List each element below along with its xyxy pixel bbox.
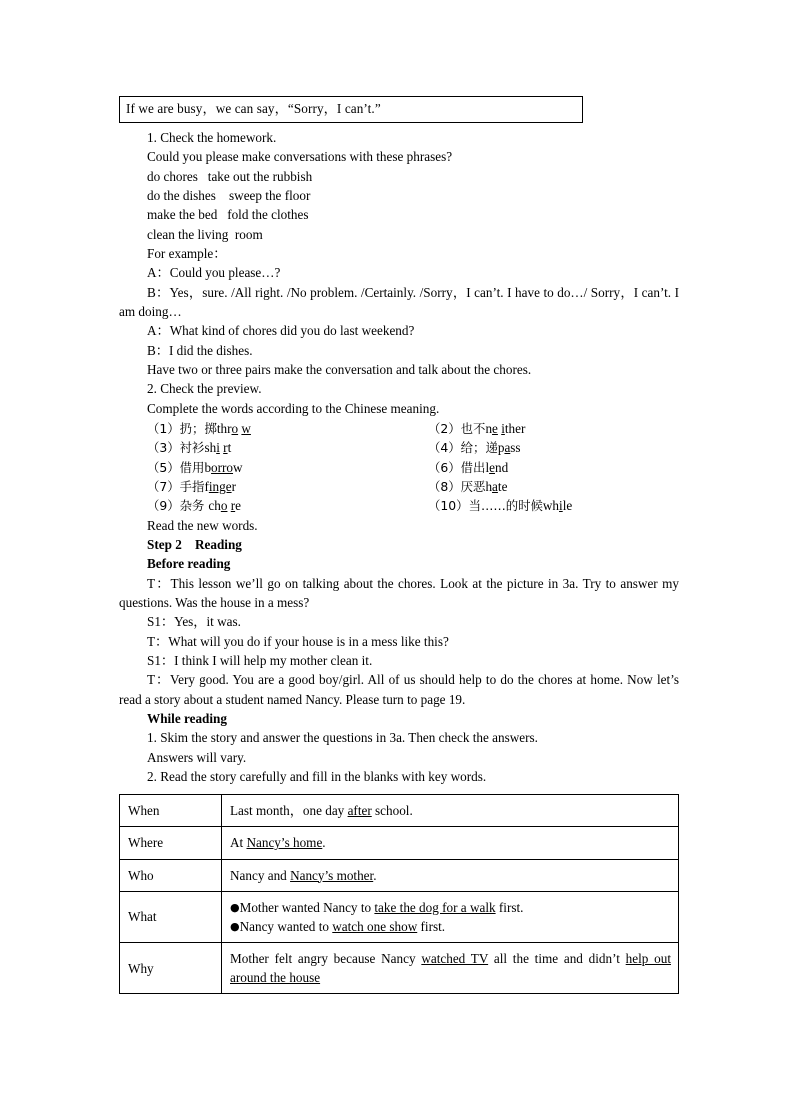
value-suffix: first. bbox=[495, 899, 524, 915]
vocab-prefix: b bbox=[204, 459, 212, 475]
value-blank: watch one show bbox=[332, 918, 418, 934]
table-row bbox=[120, 942, 679, 993]
vocab-blank-2: i bbox=[501, 421, 505, 437]
while-reading-task-1: 1. Skim the story and answer the questions in 3a. Then check the answers. bbox=[147, 730, 538, 746]
value-mid: all the time and didn’t bbox=[488, 950, 626, 966]
student-line-1: S1：Yes，it was. bbox=[147, 614, 241, 630]
step2-block bbox=[119, 516, 679, 787]
vocab-item-6 bbox=[400, 458, 679, 477]
vocab-row bbox=[119, 477, 679, 496]
row-label-when: When bbox=[120, 795, 222, 827]
vocab-blank: o bbox=[220, 498, 228, 514]
vocab-blank: e bbox=[492, 421, 498, 437]
vocab-suffix: t bbox=[227, 440, 232, 456]
vocab-number: （3） bbox=[147, 440, 180, 456]
vocab-blank: e bbox=[489, 459, 495, 475]
vocab-row bbox=[119, 496, 679, 515]
dialogue-line-a1: A：Could you please…? bbox=[147, 265, 281, 281]
vocab-item-4 bbox=[400, 438, 679, 457]
vocab-blank: i bbox=[559, 498, 563, 514]
value-suffix: first. bbox=[417, 918, 446, 934]
vocab-chinese: 扔；掷 bbox=[179, 421, 217, 437]
value-prefix: Mother felt angry because Nancy bbox=[230, 950, 422, 966]
value-blank-2: help out around the house bbox=[230, 950, 671, 986]
phrase-line-4: clean the living room bbox=[147, 226, 263, 242]
vocab-suffix: r bbox=[231, 479, 236, 494]
teacher-line-2: T：What will you do if your house is in a mess like this? bbox=[147, 633, 449, 649]
vocab-prefix: thr bbox=[216, 421, 232, 437]
before-reading-heading: Before reading bbox=[147, 556, 231, 572]
vocab-item-10 bbox=[400, 496, 679, 515]
vocab-item-5 bbox=[119, 458, 400, 477]
value-prefix: Last month，one day bbox=[230, 803, 348, 819]
row-value-where bbox=[222, 827, 679, 859]
document-page bbox=[119, 96, 679, 994]
vocab-chinese: 也不 bbox=[460, 421, 486, 437]
table-row bbox=[120, 795, 679, 827]
intro-line-2: Could you please make conversations with these phrases? bbox=[147, 149, 453, 165]
table-row bbox=[120, 891, 679, 942]
vocab-suffix: w bbox=[233, 459, 243, 475]
while-reading-heading: While reading bbox=[147, 710, 227, 726]
table-row bbox=[120, 827, 679, 859]
vocab-blank-2: r bbox=[230, 498, 236, 514]
step2-heading: Step 2 Reading bbox=[147, 536, 242, 552]
read-new-words-line: Read the new words. bbox=[147, 517, 258, 533]
vocab-chinese: 借出 bbox=[460, 459, 486, 475]
vocab-prefix: p bbox=[497, 440, 505, 456]
student-line-2: S1：I think I will help my mother clean it. bbox=[147, 652, 373, 668]
vocab-chinese: 厌恶 bbox=[460, 479, 486, 494]
dialogue-line-b2: B：I did the dishes. bbox=[147, 342, 253, 358]
vocab-number: （2） bbox=[428, 421, 461, 437]
vocab-chinese: 手指 bbox=[179, 479, 205, 494]
teacher-line-1: T：This lesson we’ll go on talking about the chores. Look at the picture in 3a. Try to answer my questions. Was the house in a mess? bbox=[119, 575, 679, 610]
value-blank: take the dog for a walk bbox=[374, 899, 496, 915]
value-blank: Nancy’s home bbox=[246, 835, 323, 851]
vocab-suffix: le bbox=[562, 498, 573, 514]
vocab-chinese: 当……的时候 bbox=[468, 498, 543, 514]
row-value-what bbox=[222, 891, 679, 942]
vocab-chinese: 衬衫 bbox=[179, 440, 205, 456]
vocab-suffix: ss bbox=[510, 440, 521, 456]
vocab-number: （5） bbox=[147, 459, 180, 475]
value-prefix: Nancy wanted to bbox=[239, 918, 333, 934]
bullet-icon: ● bbox=[230, 900, 240, 914]
preview-line: 2. Check the preview. bbox=[147, 381, 262, 397]
row-label-who: Who bbox=[120, 859, 222, 891]
vocab-blank: i bbox=[216, 440, 220, 456]
vocab-row bbox=[119, 458, 679, 477]
vocab-row bbox=[119, 419, 679, 438]
vocab-row bbox=[119, 438, 679, 457]
row-label-why: Why bbox=[120, 942, 222, 993]
phrase-line-3: make the bed fold the clothes bbox=[147, 207, 309, 223]
row-label-where: Where bbox=[120, 827, 222, 859]
value-suffix: . bbox=[373, 867, 377, 883]
value-blank-1: watched TV bbox=[421, 950, 489, 966]
vocab-item-9 bbox=[119, 496, 400, 515]
value-blank: Nancy’s mother bbox=[290, 867, 374, 883]
vocab-suffix: e bbox=[235, 498, 242, 514]
table-row bbox=[120, 859, 679, 891]
row-value-why bbox=[222, 942, 679, 993]
vocab-suffix: ther bbox=[504, 421, 526, 437]
what-bullet-line-1 bbox=[230, 898, 671, 917]
complete-words-line: Complete the words according to the Chinese meaning. bbox=[147, 400, 440, 416]
what-bullet-line-2 bbox=[230, 917, 671, 936]
answers-will-vary: Answers will vary. bbox=[147, 749, 247, 765]
vocab-suffix: nd bbox=[494, 459, 509, 475]
vocab-chinese: 杂务 bbox=[179, 498, 209, 514]
dialogue-line-a2: A：What kind of chores did you do last weekend? bbox=[147, 323, 415, 339]
vocab-blank: o bbox=[231, 421, 239, 437]
vocab-number: （6） bbox=[428, 459, 461, 475]
vocab-prefix: sh bbox=[204, 440, 217, 456]
vocab-prefix: ch bbox=[208, 498, 221, 514]
vocab-item-8 bbox=[400, 477, 679, 496]
vocab-number: （8） bbox=[428, 479, 461, 494]
vocab-blank: inge bbox=[208, 479, 232, 494]
boxed-note: If we are busy，we can say，“Sorry，I can’t.” bbox=[119, 96, 583, 123]
value-prefix: Mother wanted Nancy to bbox=[239, 899, 375, 915]
pairs-note: Have two or three pairs make the conversation and talk about the chores. bbox=[147, 362, 532, 378]
vocab-prefix: h bbox=[485, 479, 493, 494]
phrase-line-1: do chores take out the rubbish bbox=[147, 168, 313, 184]
vocab-item-1 bbox=[119, 419, 400, 438]
vocab-blank: a bbox=[504, 440, 511, 456]
while-reading-task-2: 2. Read the story carefully and fill in the blanks with key words. bbox=[147, 768, 487, 784]
vocab-blank: orro bbox=[211, 459, 234, 475]
value-prefix: At bbox=[230, 835, 247, 851]
for-example-label: For example： bbox=[147, 246, 227, 262]
row-value-who bbox=[222, 859, 679, 891]
vocab-chinese: 给；递 bbox=[460, 440, 498, 456]
vocab-number: （1） bbox=[147, 421, 180, 437]
teacher-line-3: T：Very good. You are a good boy/girl. All of us should help to do the chores at home. Now let’s read a story about a student named Nancy. Please turn to page 19. bbox=[119, 672, 679, 707]
vocabulary-list bbox=[119, 419, 679, 516]
vocab-number: （7） bbox=[147, 479, 180, 494]
phrase-line-2: do the dishes sweep the floor bbox=[147, 188, 311, 204]
vocab-blank-2: r bbox=[223, 440, 228, 456]
vocab-prefix: f bbox=[204, 479, 209, 494]
vocab-item-7 bbox=[119, 477, 400, 496]
intro-block bbox=[119, 128, 679, 418]
value-blank: after bbox=[347, 803, 372, 819]
vocab-prefix: n bbox=[485, 421, 493, 437]
vocab-item-3 bbox=[119, 438, 400, 457]
bullet-icon: ● bbox=[230, 919, 240, 933]
intro-line-1: 1. Check the homework. bbox=[147, 130, 277, 146]
value-prefix: Nancy and bbox=[230, 867, 291, 883]
vocab-number: （4） bbox=[428, 440, 461, 456]
vocab-blank: a bbox=[492, 479, 498, 494]
value-suffix: school. bbox=[371, 803, 413, 819]
vocab-number: （10） bbox=[428, 498, 469, 514]
vocab-suffix: te bbox=[497, 479, 508, 494]
vocab-blank-2: w bbox=[241, 421, 251, 437]
vocab-number: （9） bbox=[147, 498, 180, 514]
dialogue-line-b1: B：Yes，sure. /All right. /No problem. /Certainly. /Sorry，I can’t. I have to do…/ Sorry，I can’t. I am doing… bbox=[119, 284, 679, 320]
vocab-prefix: l bbox=[485, 459, 490, 475]
vocab-prefix: wh bbox=[542, 498, 560, 514]
vocab-chinese: 借用 bbox=[179, 459, 205, 475]
value-suffix: . bbox=[322, 835, 326, 851]
story-details-table bbox=[119, 794, 679, 994]
row-value-when bbox=[222, 795, 679, 827]
row-label-what: What bbox=[120, 891, 222, 942]
vocab-item-2 bbox=[400, 419, 679, 438]
